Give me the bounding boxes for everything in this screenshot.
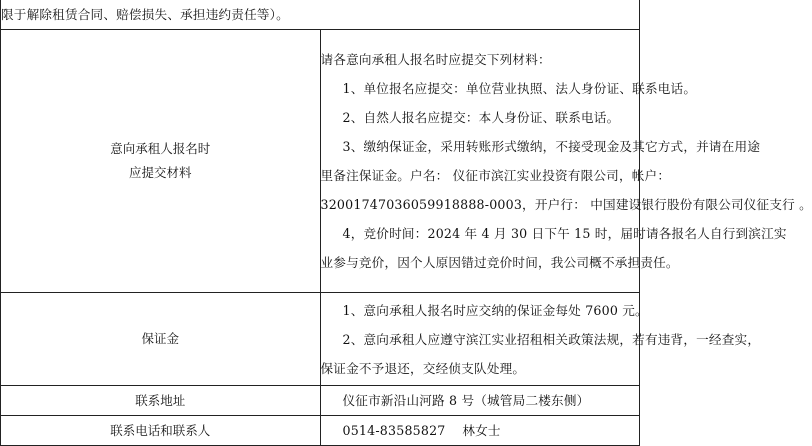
continuation-row (1, 0, 640, 30)
materials-item-2: 2、自然人报名应提交：本人身份证、联系电话。 (342, 110, 620, 125)
contact-row (1, 416, 640, 446)
address-value: 仪征市新沿山河路 8 号（城管局二楼东侧） (342, 393, 590, 408)
contact-value-cell (320, 416, 640, 446)
deposit-content (320, 293, 761, 386)
materials-item-3-line2: 里备注保证金。户名： 仪征市滨江实业投资有限公司，帐户： (320, 168, 671, 183)
deposit-item-2-line2: 保证金不予退还，交经侦支队处理。 (320, 360, 526, 376)
deposit-item-1: 1、意向承租人报名时应交纳的保证金每处 7600 元。 (342, 302, 648, 318)
materials-item-4-line1: 4，竞价时间：2024 年 4 月 30 日下午 15 时，届时请各报名人自行到滨江实 (342, 226, 787, 241)
materials-item-3-line3: 32001747036059918888-0003，开户行： 中国建设银行股份有限公司仪征支行 。 (320, 197, 812, 212)
deposit-label: 保证金 (1, 293, 321, 386)
materials-row (1, 30, 640, 293)
materials-label (1, 30, 321, 293)
address-label: 联系地址 (1, 386, 321, 416)
deposit-row (1, 293, 640, 386)
contact-value: 0514-83585827 林女士 (342, 423, 501, 438)
materials-label-line2: 应提交材料 (128, 165, 192, 180)
contact-label: 联系电话和联系人 (1, 416, 321, 446)
address-row (1, 386, 640, 416)
materials-content (320, 30, 812, 293)
materials-item-4-line2: 业参与竞价，因个人原因错过竞价时间，我公司概不承担责任。 (320, 255, 679, 270)
continuation-text: 限于解除租赁合同、赔偿损失、承担违约责任等）。 (1, 7, 289, 22)
address-value-cell (320, 386, 640, 416)
materials-item-3-line1: 3、缴纳保证金，采用转账形式缴纳，不接受现金及其它方式，并请在用途 (342, 139, 761, 154)
continuation-cell (1, 0, 640, 30)
materials-item-1: 1、单位报名应提交：单位营业执照、法人身份证、联系电话。 (342, 81, 697, 96)
materials-label-line1: 意向承租人报名时 (110, 141, 211, 156)
deposit-item-2-line1: 2、意向承租人应遵守滨江实业招租相关政策法规，若有违背，一经查实， (342, 331, 761, 347)
materials-intro: 请各意向承租人报名时应提交下列材料： (320, 52, 551, 67)
